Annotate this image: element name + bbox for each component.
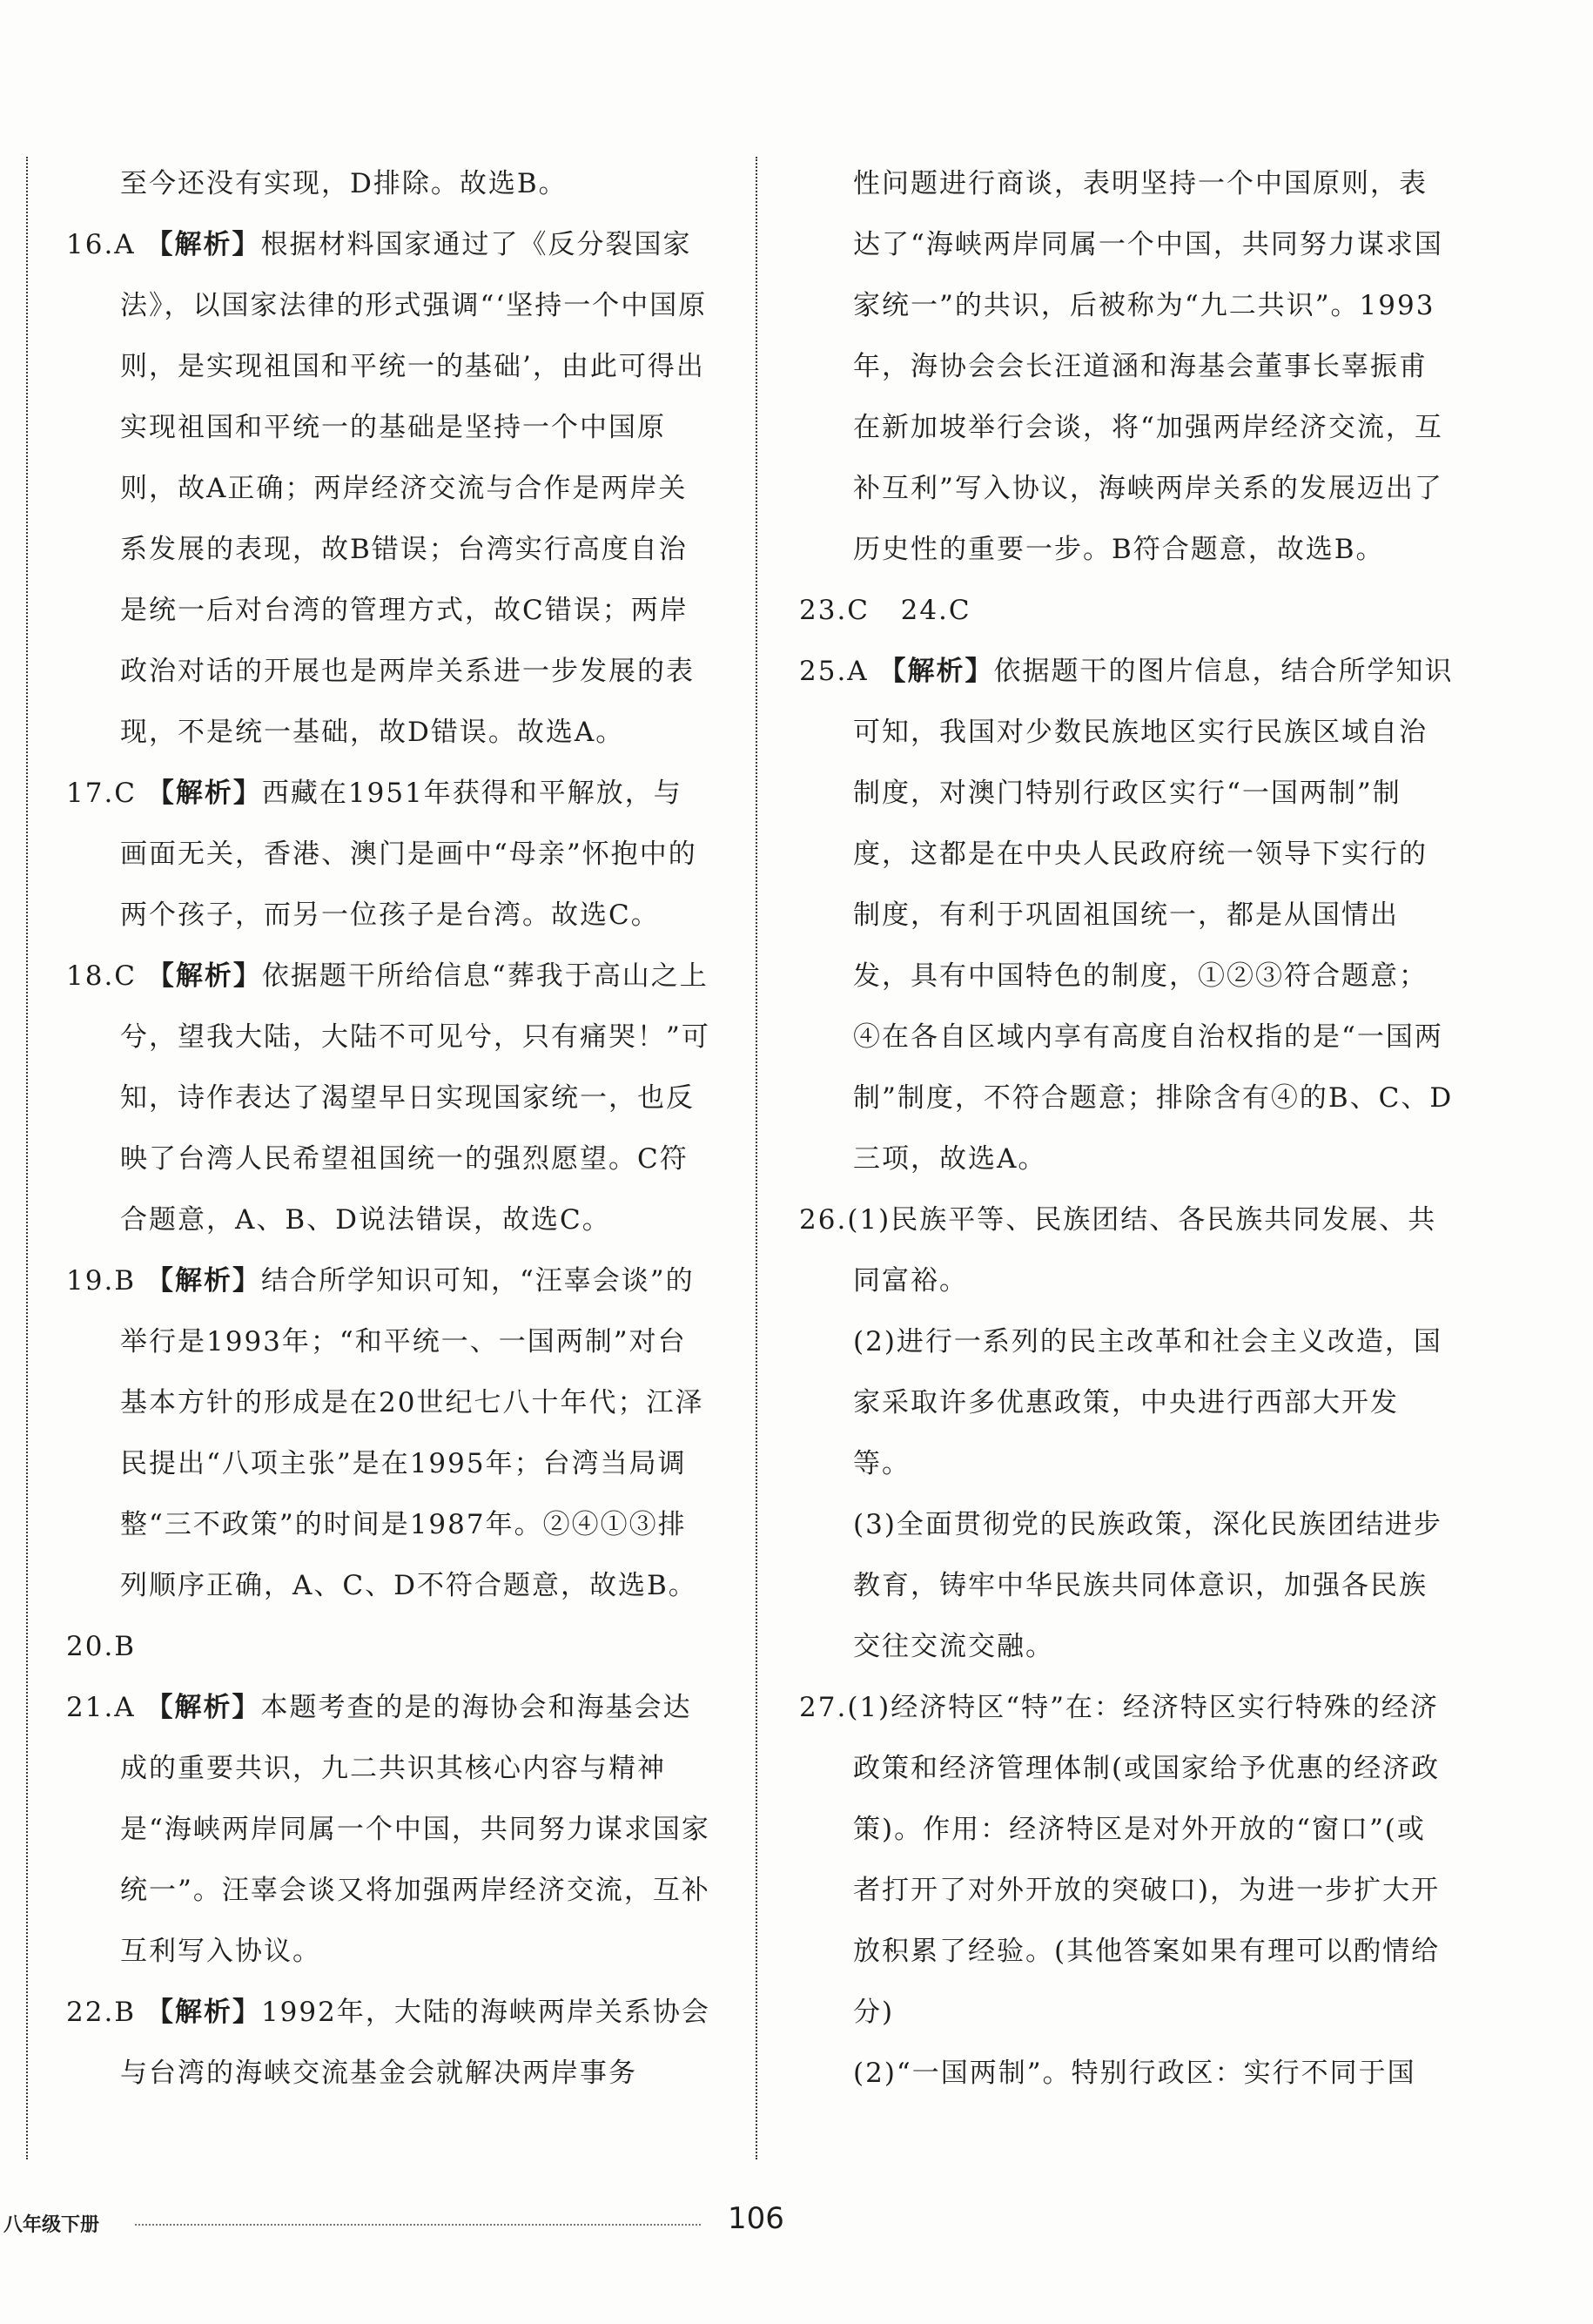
answer-sub-item xyxy=(799,1494,1454,1677)
analysis-tag: 【解析】 xyxy=(878,656,994,687)
answer-number: 17.C xyxy=(66,778,138,809)
right-column xyxy=(799,153,1454,2104)
center-binding-rule xyxy=(756,157,757,2159)
answer-item-22-continued xyxy=(799,153,1454,580)
answer-text: 至今还没有实现，D排除。故选B。 xyxy=(120,168,568,199)
analysis-tag: 【解析】 xyxy=(145,229,261,260)
analysis-tag: 【解析】 xyxy=(145,1265,261,1297)
analysis-tag: 【解析】 xyxy=(146,960,262,992)
answer-item-20 xyxy=(66,1616,710,1677)
page-number: 106 xyxy=(728,2201,784,2236)
analysis-tag: 【解析】 xyxy=(145,1997,261,2028)
answer-number: 19.B xyxy=(66,1265,137,1297)
answer-sub-item xyxy=(799,2043,1454,2104)
answer-text: (3)全面贯彻党的民族政策，深化民族团结进步教育，铸牢中华民族共同体意识，加强各民族交往交流交融。 xyxy=(853,1509,1442,1662)
answer-number-24: 24.C xyxy=(900,595,971,626)
answer-text: (2)“一国两制”。特别行政区：实行不同于国 xyxy=(853,2058,1416,2089)
answer-text: 性问题进行商谈，表明坚持一个中国原则，表达了“海峡两岸同属一个中国，共同努力谋求国家统一”的共识，后被称为“九二共识”。1993年，海协会会长汪道涵和海基会董事长辜振甫在新加坡举行会谈，将“加强两岸经济交流，互补互利”写入协议，海峡两岸关系的发展迈出了历史性的重要一步。B符合题意，故选B。 xyxy=(853,168,1443,565)
answer-number: 23.C xyxy=(799,595,870,626)
answer-text: 西藏在1951年获得和平解放，与画面无关，香港、澳门是画中“母亲”怀抱中的两个孩子，而另一位孩子是台湾。故选C。 xyxy=(120,778,697,931)
answer-item-18 xyxy=(66,946,710,1250)
answer-number: 18.C xyxy=(66,960,138,992)
answer-number: 22.B xyxy=(66,1997,137,2028)
answer-number: 25.A xyxy=(799,656,869,687)
answer-item-16 xyxy=(66,214,710,763)
answer-text: 依据题干的图片信息，结合所学知识可知，我国对少数民族地区实行民族区域自治制度，对澳门特别行政区实行“一国两制”制度，这都是在中央人民政府统一领导下实行的制度，有利于巩固祖国统一，都是从国情出发，具有中国特色的制度，①②③符合题意；④在各自区域内享有高度自治权指的是“一国两制”制度，不符合题意；排除含有④的B、C、D三项，故选A。 xyxy=(853,656,1454,1175)
answer-number: 16.A xyxy=(66,229,136,260)
answer-item xyxy=(66,153,710,214)
answer-item-27 xyxy=(799,1677,1454,2043)
answer-text: 根据材料国家通过了《反分裂国家法》，以国家法律的形式强调“‘坚持一个中国原则，是实现祖国和平统一的基础’，由此可得出实现祖国和平统一的基础是坚持一个中国原则，故A正确；两岸经济交流与合作是两岸关系发展的表现，故B错误；台湾实行高度自治是统一后对台湾的管理方式，故C错误；两岸政治对话的开展也是两岸关系进一步发展的表现，不是统一基础，故D错误。故选A。 xyxy=(120,229,708,748)
answer-item-21 xyxy=(66,1677,710,1982)
answer-item-17 xyxy=(66,763,710,946)
answer-item-26 xyxy=(799,1189,1454,1311)
answer-text: 依据题干所给信息“葬我于高山之上兮，望我大陆，大陆不可见兮，只有痛哭！”可知，诗作表达了渴望早日实现国家统一，也反映了台湾人民希望祖国统一的强烈愿望。C符合题意，A、B、D说法错误，故选C。 xyxy=(120,960,710,1236)
left-binding-rule xyxy=(26,157,28,2159)
answer-item-22 xyxy=(66,1982,710,2104)
analysis-tag: 【解析】 xyxy=(145,1692,261,1723)
analysis-tag: 【解析】 xyxy=(146,778,262,809)
answer-item-19 xyxy=(66,1250,710,1616)
answer-text: (2)进行一系列的民主改革和社会主义改造，国家采取许多优惠政策，中央进行西部大开发等。 xyxy=(853,1326,1442,1479)
page-footer xyxy=(0,2201,1593,2245)
answer-text: (1)民族平等、民族团结、各民族共同发展、共同富裕。 xyxy=(847,1204,1437,1297)
answer-number: 26. xyxy=(799,1204,848,1236)
answer-text: 结合所学知识可知，“汪辜会谈”的举行是1993年；“和平统一、一国两制”对台基本方针的形成是在20世纪七八十年代；江泽民提出“八项主张”是在1995年；台湾当局调整“三不政策”的时间是1987年。②④①③排列顺序正确，A、C、D不符合题意，故选B。 xyxy=(120,1265,704,1601)
answer-number: 27. xyxy=(799,1692,848,1723)
answer-item-25 xyxy=(799,641,1454,1189)
answer-number: 20.B xyxy=(66,1631,137,1662)
answer-sub-item xyxy=(799,1311,1454,1494)
answer-item-23-24 xyxy=(799,580,1454,641)
footer-dotted-line xyxy=(135,2224,701,2226)
grade-label: 八年级下册 xyxy=(3,2214,100,2236)
answer-text: 本题考查的是的海协会和海基会达成的重要共识，九二共识其核心内容与精神是“海峡两岸同属一个中国，共同努力谋求国家统一”。汪辜会谈又将加强两岸经济交流，互补互利写入协议。 xyxy=(120,1692,710,1967)
answer-number: 21.A xyxy=(66,1692,136,1723)
answer-text: (1)经济特区“特”在：经济特区实行特殊的经济政策和经济管理体制(或国家给予优惠的经济政策)。作用：经济特区是对外开放的“窗口”(或者打开了对外开放的突破口)，为进一步扩大开放积累了经验。(其他答案如果有理可以酌情给分) xyxy=(847,1692,1441,2028)
answer-text: 1992年，大陆的海峡两岸关系协会与台湾的海峡交流基金会就解决两岸事务 xyxy=(120,1997,710,2089)
left-column xyxy=(66,153,710,2104)
